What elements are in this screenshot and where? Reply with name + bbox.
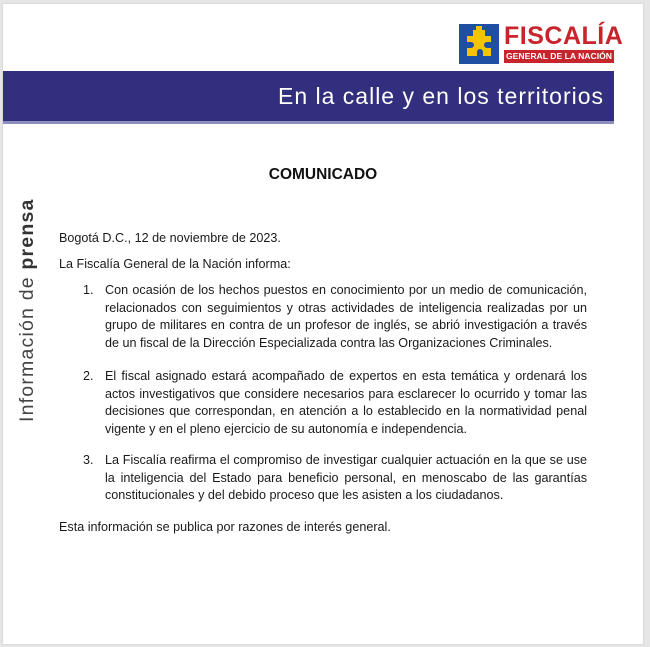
sidebar-label bbox=[15, 198, 39, 422]
document-title: COMUNICADO bbox=[268, 166, 378, 183]
fiscalia-logo bbox=[459, 22, 624, 66]
sidebar-label-light: Información de bbox=[16, 269, 38, 422]
logo-subtitle: GENERAL DE LA NACIÓN bbox=[506, 51, 612, 61]
header-banner bbox=[3, 71, 614, 124]
list-item bbox=[85, 368, 587, 438]
list-item-text: La Fiscalía reafirma el compromiso de investigar cualquier actuación en la que se use la inteligencia del Estado para beneficio personal, en menoscabo de las garantías constitucionales y del debido proceso que les asisten a los ciudadanos. bbox=[105, 453, 587, 503]
sidebar-label-bold: prensa bbox=[16, 198, 38, 270]
puzzle-emblem-icon bbox=[459, 24, 499, 64]
list-item-text: El fiscal asignado estará acompañado de expertos en esta temática y ordenará los actos investigativos que considere necesarios para esclarecer lo ocurrido y tomar las decisiones que correspondan, en atención a lo establecido en la normatividad penal vigente y en el pleno ejercicio de su autonomía e independencia. bbox=[105, 369, 587, 436]
place-date: Bogotá D.C., 12 de noviembre de 2023. bbox=[59, 231, 281, 245]
list-item bbox=[85, 452, 587, 505]
closing-text: Esta información se publica por razones de interés general. bbox=[59, 520, 391, 534]
list-item-number: 3. bbox=[83, 453, 94, 467]
banner-slogan: En la calle y en los territorios bbox=[277, 83, 604, 109]
list-item-number: 2. bbox=[83, 369, 94, 383]
logo-word: FISCALÍA bbox=[504, 22, 624, 50]
intro-text: La Fiscalía General de la Nación informa: bbox=[59, 257, 291, 271]
list-item-number: 1. bbox=[83, 283, 94, 297]
document-page bbox=[3, 4, 643, 644]
list-item bbox=[85, 282, 587, 352]
list-item-text: Con ocasión de los hechos puestos en conocimiento por un medio de comunicación, relacionados con seguimientos y otras actividades de inteligencia realizadas por un grupo de militares en contra de un profesor de inglés, se abrió investigación a través de un fiscal de la Dirección Especializada contra las Organizaciones Criminales. bbox=[105, 283, 587, 350]
